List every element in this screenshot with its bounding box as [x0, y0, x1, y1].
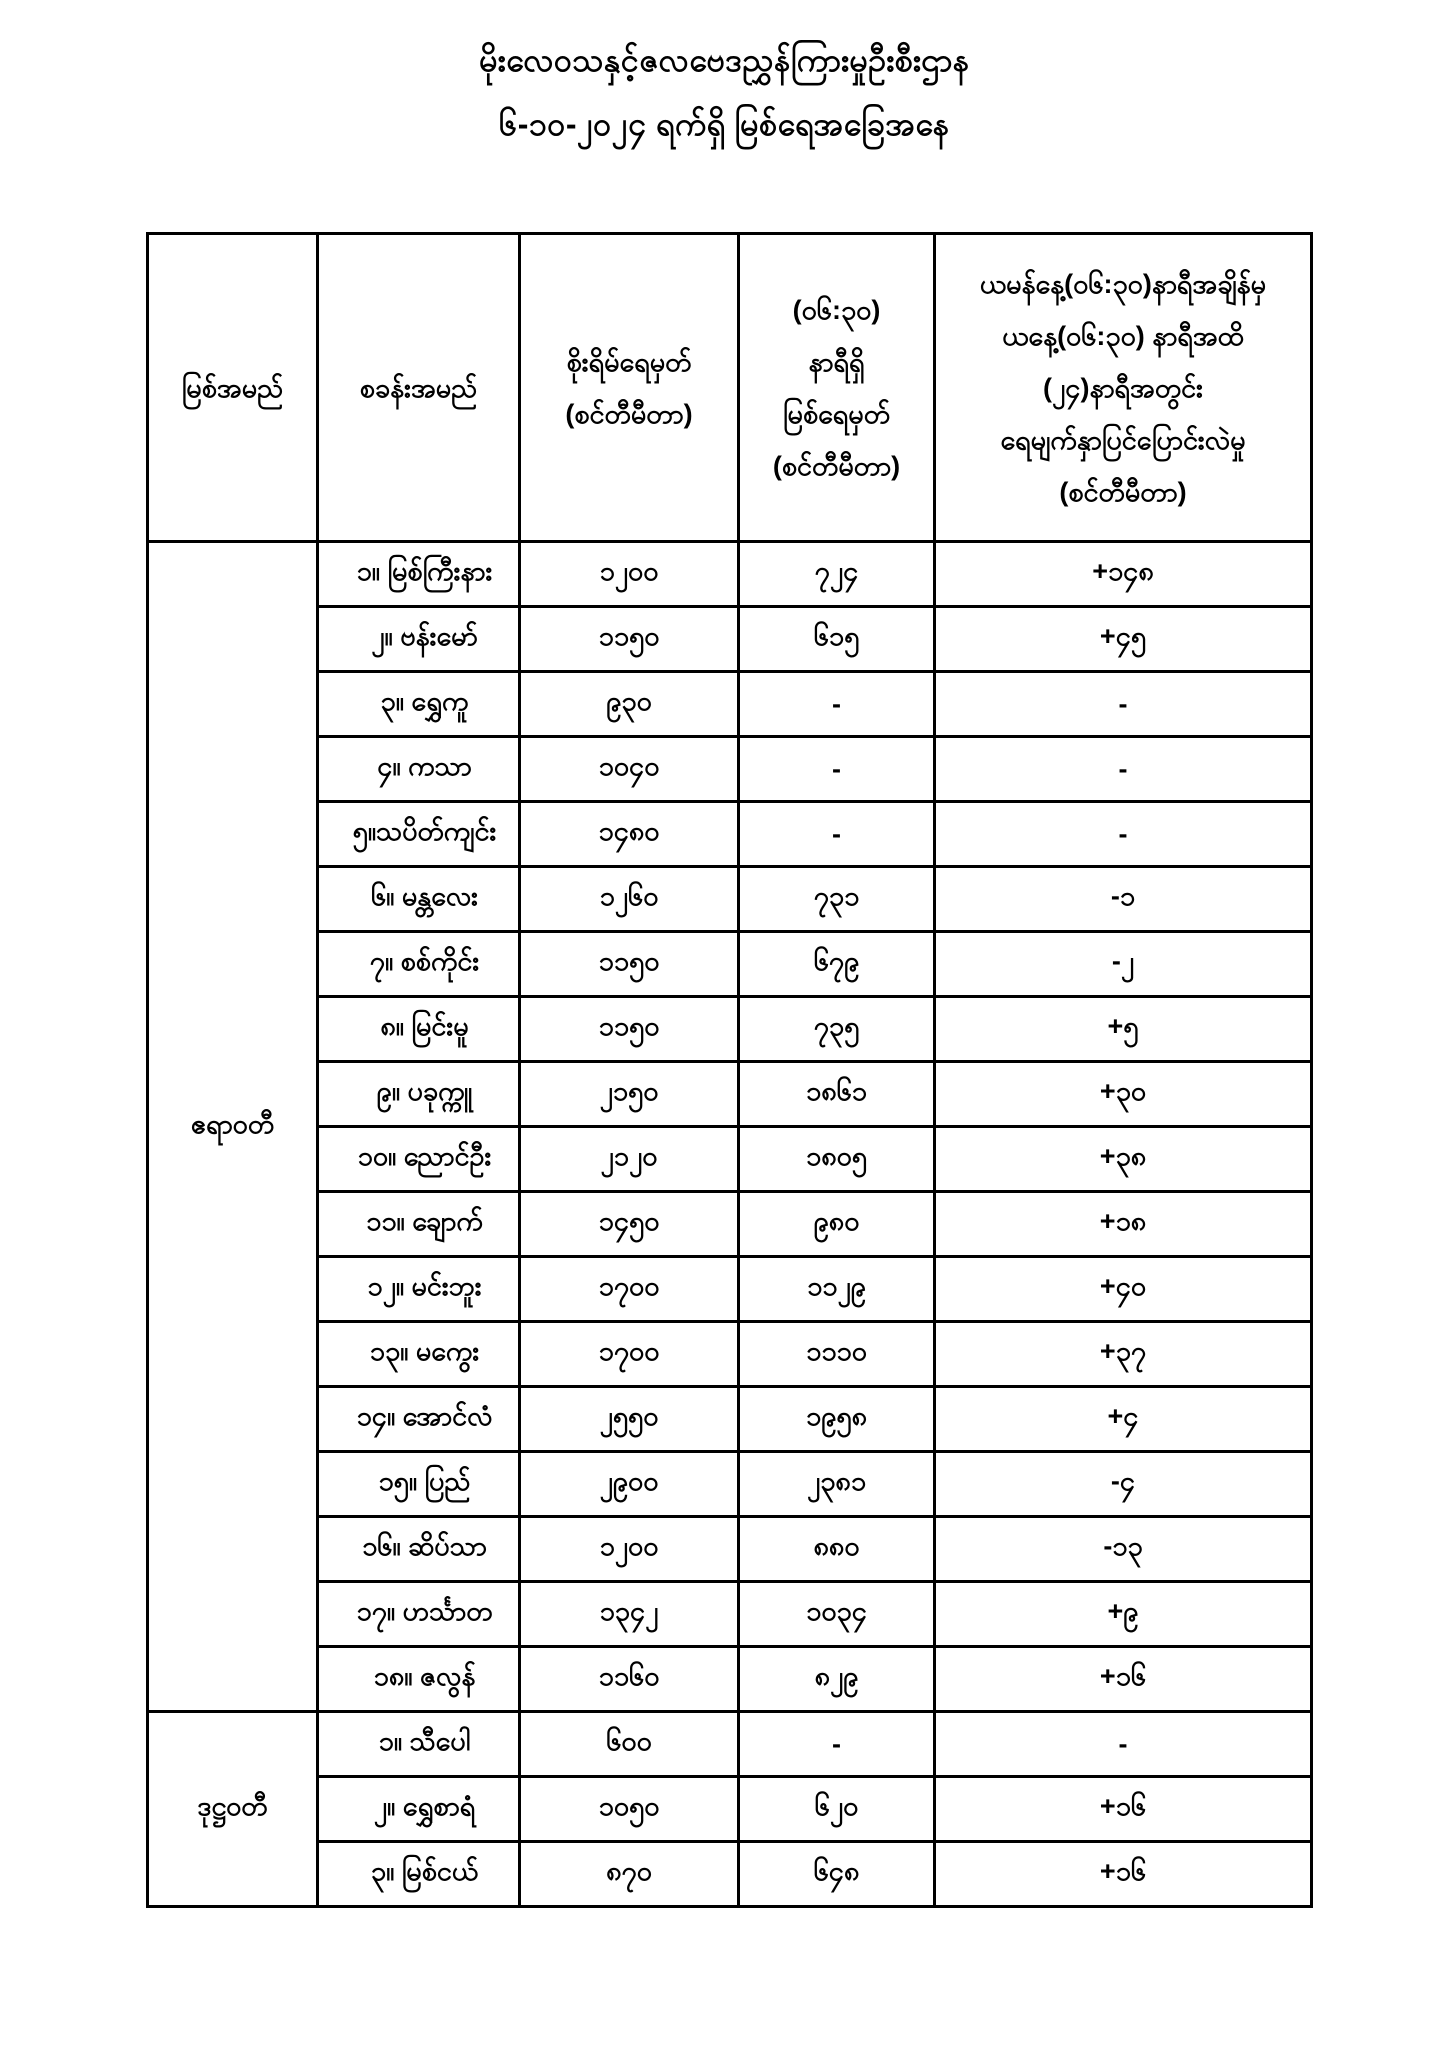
station-cell: ၁၀။ ညောင်ဦး	[318, 1127, 520, 1192]
water-level-cell: -	[739, 737, 935, 802]
water-level-cell: ၉၈၀	[739, 1192, 935, 1257]
station-cell: ၁၇။ ဟင်္သာတ	[318, 1582, 520, 1647]
river-water-table	[146, 232, 1313, 1908]
change-cell: +၄၀	[935, 1257, 1312, 1322]
table-row	[148, 802, 1312, 867]
danger-level-cell: ၁၇၀၀	[520, 1322, 739, 1387]
river-name-cell: ဒုဋ္ဌဝတီ	[148, 1712, 318, 1907]
station-cell: ၁။ မြစ်ကြီးနား	[318, 542, 520, 607]
station-cell: ၁၃။ မကွေး	[318, 1322, 520, 1387]
water-level-cell: ၁၀၃၄	[739, 1582, 935, 1647]
change-cell: +၄	[935, 1387, 1312, 1452]
water-level-cell: ၁၈၆၁	[739, 1062, 935, 1127]
station-cell: ၁၂။ မင်းဘူး	[318, 1257, 520, 1322]
station-cell: ၆။ မန္တလေး	[318, 867, 520, 932]
station-cell: ၃။ ရွှေကူ	[318, 672, 520, 737]
table-row	[148, 1712, 1312, 1777]
header-danger-level: စိုးရိမ်ရေမှတ် (စင်တီမီတာ)	[520, 234, 739, 542]
water-level-cell: ၇၃၅	[739, 997, 935, 1062]
table-row	[148, 1777, 1312, 1842]
table-row	[148, 1842, 1312, 1907]
station-cell: ၁။ သီပေါ	[318, 1712, 520, 1777]
water-level-cell: ၂၃၈၁	[739, 1452, 935, 1517]
change-cell: +၁၈	[935, 1192, 1312, 1257]
danger-level-cell: ၁၁၅၀	[520, 932, 739, 997]
water-level-cell: -	[739, 1712, 935, 1777]
water-level-cell: ၁၁၂၉	[739, 1257, 935, 1322]
table-header-row	[148, 234, 1312, 542]
table-row	[148, 542, 1312, 607]
water-level-cell: ၈၂၉	[739, 1647, 935, 1712]
table-row	[148, 672, 1312, 737]
danger-level-cell: ၉၃၀	[520, 672, 739, 737]
table-row	[148, 1062, 1312, 1127]
change-cell: +၁၆	[935, 1647, 1312, 1712]
danger-level-cell: ၁၃၄၂	[520, 1582, 739, 1647]
change-cell: -၄	[935, 1452, 1312, 1517]
change-cell: +၁၆	[935, 1777, 1312, 1842]
station-cell: ၂။ ရွှေစာရံ	[318, 1777, 520, 1842]
change-cell: +၄၅	[935, 607, 1312, 672]
station-cell: ၁၆။ ဆိပ်သာ	[318, 1517, 520, 1582]
change-cell: +၃၈	[935, 1127, 1312, 1192]
change-cell: +၃၇	[935, 1322, 1312, 1387]
table-row	[148, 867, 1312, 932]
station-cell: ၁၁။ ချောက်	[318, 1192, 520, 1257]
water-level-cell: ၆၄၈	[739, 1842, 935, 1907]
table-row	[148, 737, 1312, 802]
danger-level-cell: ၁၇၀၀	[520, 1257, 739, 1322]
change-cell: -၁၃	[935, 1517, 1312, 1582]
water-level-cell: ၆၂၀	[739, 1777, 935, 1842]
danger-level-cell: ၁၀၄၀	[520, 737, 739, 802]
table-row	[148, 1127, 1312, 1192]
danger-level-cell: ၂၅၅၀	[520, 1387, 739, 1452]
table-row	[148, 1647, 1312, 1712]
header-current-level: (၀၆:၃၀) နာရီရှိ မြစ်ရေမှတ် (စင်တီမီတာ)	[739, 234, 935, 542]
table-row	[148, 1452, 1312, 1517]
change-cell: +၁၄၈	[935, 542, 1312, 607]
table-row	[148, 1517, 1312, 1582]
danger-level-cell: ၁၂၆၀	[520, 867, 739, 932]
station-cell: ၈။ မြင်းမူ	[318, 997, 520, 1062]
table-row	[148, 1582, 1312, 1647]
danger-level-cell: ၁၂၀၀	[520, 542, 739, 607]
danger-level-cell: ၁၁၅၀	[520, 607, 739, 672]
danger-level-cell: ၈၇၀	[520, 1842, 739, 1907]
station-cell: ၁၈။ ဇလွန်	[318, 1647, 520, 1712]
change-cell: -	[935, 1712, 1312, 1777]
change-cell: +၁၆	[935, 1842, 1312, 1907]
river-name-cell: ဧရာဝတီ	[148, 542, 318, 1712]
header-station-name: စခန်းအမည်	[318, 234, 520, 542]
change-cell: -	[935, 737, 1312, 802]
change-cell: -၂	[935, 932, 1312, 997]
change-cell: +၅	[935, 997, 1312, 1062]
page-title-line1: မိုးလေဝသနှင့်ဇလဗေဒညွှန်ကြားမှုဦးစီးဌာန	[479, 42, 970, 78]
station-cell: ၉။ ပခုက္ကူ	[318, 1062, 520, 1127]
change-cell: -၁	[935, 867, 1312, 932]
water-level-cell: -	[739, 672, 935, 737]
water-level-cell: ၇၂၄	[739, 542, 935, 607]
danger-level-cell: ၂၁၂၀	[520, 1127, 739, 1192]
table-row	[148, 607, 1312, 672]
table-row	[148, 1192, 1312, 1257]
water-level-cell: ၈၈၀	[739, 1517, 935, 1582]
danger-level-cell: ၂၁၅၀	[520, 1062, 739, 1127]
table-row	[148, 1387, 1312, 1452]
danger-level-cell: ၆၀၀	[520, 1712, 739, 1777]
page-title	[0, 28, 1449, 156]
water-level-cell: ၁၉၅၈	[739, 1387, 935, 1452]
danger-level-cell: ၁၀၅၀	[520, 1777, 739, 1842]
station-cell: ၇။ စစ်ကိုင်း	[318, 932, 520, 997]
danger-level-cell: ၁၁၆၀	[520, 1647, 739, 1712]
station-cell: ၃။ မြစ်ငယ်	[318, 1842, 520, 1907]
change-cell: -	[935, 802, 1312, 867]
change-cell: +၃၀	[935, 1062, 1312, 1127]
water-level-cell: ၁၁၁၀	[739, 1322, 935, 1387]
water-level-cell: -	[739, 802, 935, 867]
station-cell: ၂။ ဗန်းမော်	[318, 607, 520, 672]
water-level-cell: ၁၈၀၅	[739, 1127, 935, 1192]
station-cell: ၁၄။ အောင်လံ	[318, 1387, 520, 1452]
station-cell: ၁၅။ ပြည်	[318, 1452, 520, 1517]
danger-level-cell: ၁၂၀၀	[520, 1517, 739, 1582]
water-level-cell: ၇၃၁	[739, 867, 935, 932]
table-row	[148, 1257, 1312, 1322]
danger-level-cell: ၁၄၈၀	[520, 802, 739, 867]
header-24hr-change: ယမန်နေ့(၀၆:၃၀)နာရီအချိန်မှ ယနေ့(၀၆:၃၀) နာရီအထိ (၂၄)နာရီအတွင်း ရေမျက်နှာပြင်ပြောင်းလဲမှု (စင်တီမီတာ)	[935, 234, 1312, 542]
danger-level-cell: ၁၄၅၀	[520, 1192, 739, 1257]
danger-level-cell: ၂၉၀၀	[520, 1452, 739, 1517]
table-row	[148, 932, 1312, 997]
page-title-line2: ၆-၁၀-၂၀၂၄ ရက်ရှိ မြစ်ရေအခြေအနေ	[499, 106, 950, 142]
water-level-cell: ၆၇၉	[739, 932, 935, 997]
table-row	[148, 997, 1312, 1062]
water-level-cell: ၆၁၅	[739, 607, 935, 672]
station-cell: ၄။ ကသာ	[318, 737, 520, 802]
header-river-name: မြစ်အမည်	[148, 234, 318, 542]
station-cell: ၅။သပိတ်ကျင်း	[318, 802, 520, 867]
danger-level-cell: ၁၁၅၀	[520, 997, 739, 1062]
change-cell: +၉	[935, 1582, 1312, 1647]
change-cell: -	[935, 672, 1312, 737]
table-row	[148, 1322, 1312, 1387]
